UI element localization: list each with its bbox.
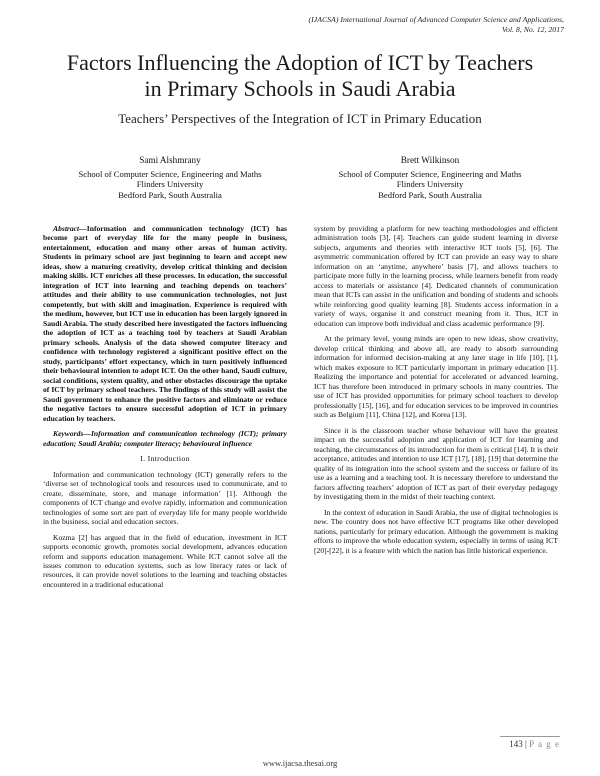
left-column bbox=[43, 224, 287, 595]
abstract bbox=[43, 224, 287, 423]
keywords-text: —Information and communication technology (ICT); primary education; Saudi Arabia; computer literacy; behavioural influence bbox=[43, 429, 287, 448]
author-location: Bedford Park, South Australia bbox=[378, 189, 482, 200]
title-line-1: Factors Influencing the Adoption of ICT by Teachers bbox=[66, 50, 534, 75]
body-paragraph: In the context of education in Saudi Arabia, the use of digital technologies is new. The country does not have effective ICT programs like other developed nations, particularly for primary education. Although the government is making efforts to improve the whole education system, especially in terms of using ICT [20]-[22], it is a feature with which the nation has little historical experience. bbox=[314, 507, 558, 555]
paper-subtitle: Teachers’ Perspectives of the Integration of ICT in Primary Education bbox=[118, 111, 482, 126]
keywords-label: Keywords bbox=[53, 429, 84, 439]
author-name: Brett Wilkinson bbox=[400, 155, 460, 165]
body-paragraph: At the primary level, young minds are open to new ideas, show creativity, develop critical thinking and above all, are ready to absorb surrounding information for informed decision-making at any later stage in life [10], [1], which makes exposure to ICT particularly important in primary education [1]. Realizing the importance and potential for accelerated or advanced learning, ICT has therefore been introduced in primary schools in many countries. The use of ICT has provided opportunities for primary school teachers to develop professionally [15], [16], and for education services to be improved in countries such as Belgium [11], China [12], and Korea [13]. bbox=[314, 334, 558, 420]
page-number bbox=[500, 736, 560, 749]
abstract-text: —Information and communication technology (ICT) has become part of everyday life for the many people in business, entertainment, education and many other areas of human activity. Students in primary school are just beginning to learn and accept new ideas, show a maturing creativity, develop critical thinking and decision making skills. ICT enriches all these processes. In education, the successful integration of ICT into learning and teaching depends on teachers’ attitudes and their ability to use communication technologies, not just competently, but with skill and imagination. Experience is required with the medium, however, but ICT use in education has been largely ignored in Saudi Arabia. The study described here investigated the factors influencing the adoption of ICT as a teaching tool by teachers at Saudi Arabian primary schools. Analysis of the data showed computer literacy and confidence with technology registered a significant positive effect on the study, participants’ effort expectancy, which in turn positively influenced their behavioural intention to adopt ICT. On the other hand, Saudi culture, social conditions, system quality, and other obstacles discourage the uptake of ICT by primary school teachers. The findings of this study will assist the Saudi government to enhance the positive factors and eliminate or reduce the negative factors to ensure successful adoption of ICT in primary education by teachers. bbox=[43, 224, 287, 423]
journal-header bbox=[184, 15, 564, 35]
journal-volume: Vol. 8, No. 12, 2017 bbox=[502, 25, 564, 34]
body-paragraph: Since it is the classroom teacher whose behaviour will have the greatest impact on the successful adoption and application of ICT for learning and teaching, the circumstances of its introduction for them is critical [14]. It is their acceptance, attitudes and intention to use ICT [17], [18], [19] that determine the quality of its integration into the school system and the success or failure of its use as a learning and a teaching tool. It is necessary therefore to understand the factors affecting teachers’ adoption of ICT as part of their everyday pedagogy by investigating them in the midst of their teaching context. bbox=[314, 425, 558, 502]
footer-url: www.ijacsa.thesai.org bbox=[262, 758, 338, 768]
author-block bbox=[40, 155, 560, 205]
abstract-label: Abstract bbox=[53, 224, 80, 233]
author-1 bbox=[40, 155, 300, 200]
page-separator: | bbox=[522, 739, 530, 749]
author-university: Flinders University bbox=[396, 179, 464, 190]
page-number-value: 143 bbox=[509, 739, 523, 749]
author-dept: School of Computer Science, Engineering and Maths bbox=[338, 168, 522, 179]
intro-paragraph: Kozma [2] has argued that in the field of education, investment in ICT supports economic growth, promotes social development, advances education reform and supports education management. While ICT cannot solve all the issues common to education systems, such as low literacy rates or lack of resources, it can provide novel solutions to the learning and teaching obstacles encountered in a traditional educational bbox=[43, 532, 287, 589]
body-paragraph: system by providing a platform for new teaching methodologies and efficient administration tools [3], [4]. Teachers can guide student learning in diverse subjects, arguments and theories with interactive ICT tools [5], [6]. The asymmetric communication offered by ICT can provide an easy way to share information on an ‘anytime, anywhere’ basis [7], and allows teachers to participate more fully in the learning process, while learners benefit from ready access to materials or assistance [4]. Dedicated channels of communication mean that ICTs can assist in the unification and bonding of students and schools while reinforcing good quality learning [8]. Students access information in a variety of ways, organise it and construct meaning from it. Thus, ICT in education can improve both individual and class academic performance [9]. bbox=[314, 224, 558, 328]
author-name: Sami Alshmrany bbox=[139, 155, 201, 165]
paper-title bbox=[20, 50, 580, 102]
author-university: Flinders University bbox=[136, 179, 204, 190]
intro-paragraph: Information and communication technology (ICT) generally refers to the ‘diverse set of technological tools and resources used to communicate, and to create, disseminate, store, and manage information’ [1]. Although the components of ICT change and evolve rapidly, information and communication technologies of some sort are part of everyday life for many people worldwide in the business, social and education sectors. bbox=[43, 469, 287, 527]
journal-name: (IJACSA) International Journal of Advanced Computer Science and Applications, bbox=[308, 15, 564, 24]
right-column bbox=[314, 224, 558, 561]
section-heading-introduction: I. Introduction bbox=[140, 454, 190, 464]
author-2 bbox=[300, 155, 560, 200]
title-line-2: in Primary Schools in Saudi Arabia bbox=[144, 76, 456, 101]
author-location: Bedford Park, South Australia bbox=[118, 189, 222, 200]
page-label: P a g e bbox=[529, 739, 560, 749]
author-dept: School of Computer Science, Engineering and Maths bbox=[78, 168, 262, 179]
keywords bbox=[43, 429, 287, 448]
